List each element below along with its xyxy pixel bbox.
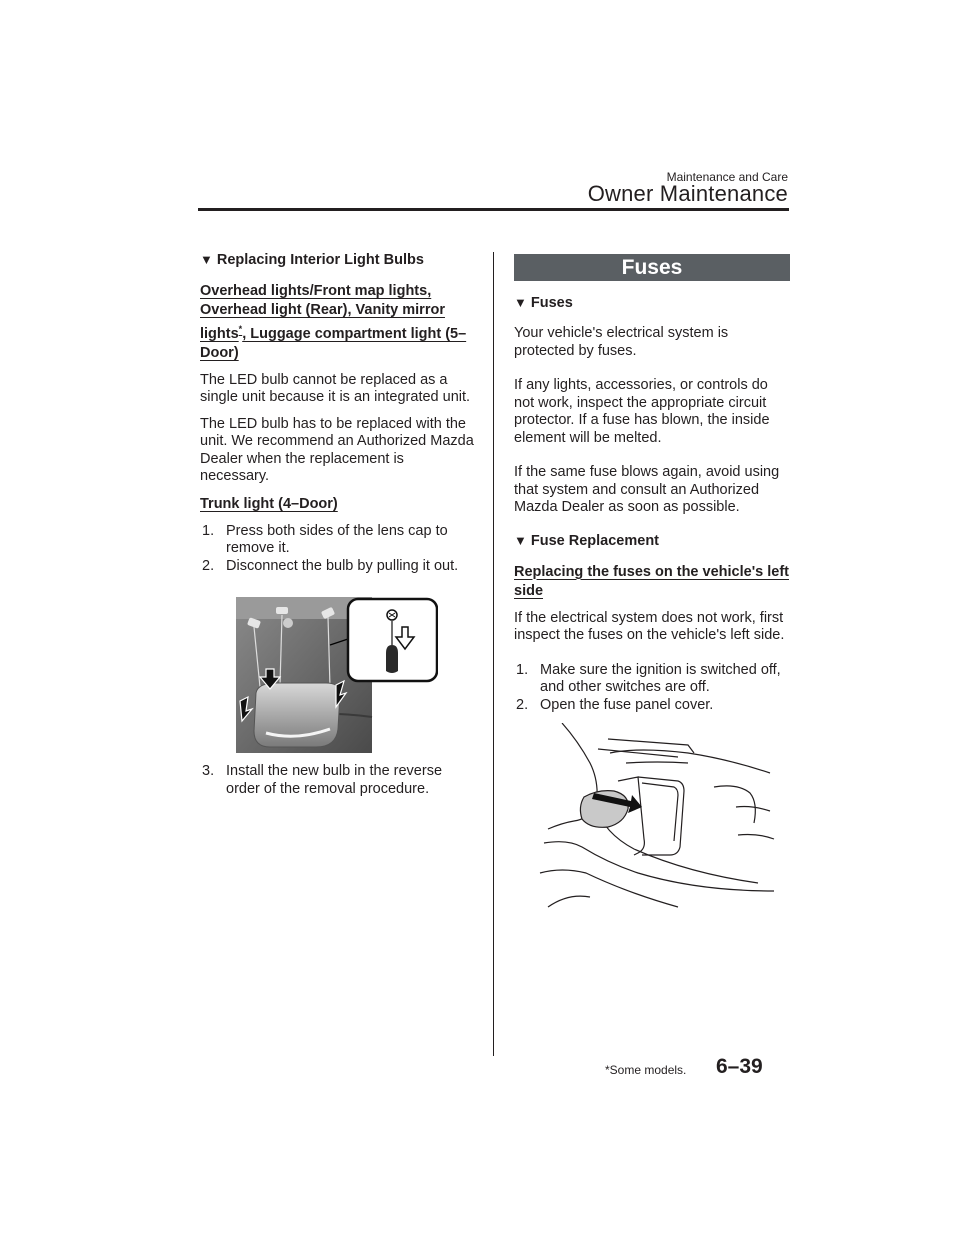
fuse-panel-illustration: [538, 723, 778, 923]
step-text: Press both sides of the lens cap to remove it.: [226, 522, 448, 557]
heading-replacing-interior-light-bulbs: [200, 250, 475, 270]
triangle-down-icon: ▼: [200, 252, 213, 267]
subheading-part1: Overhead lights/Front map lights, Overhead light (Rear), Vanity mirror lights: [200, 283, 445, 342]
fuse-panel-diagram: [538, 723, 778, 923]
list-item: [514, 697, 790, 715]
header-section-title: Owner Maintenance: [587, 181, 788, 206]
heading-fuse-replacement: [514, 531, 790, 551]
header-section-small: Maintenance and Care: [666, 170, 788, 184]
list-item: [514, 662, 790, 697]
heading-text: Fuses: [530, 295, 573, 311]
list-item: [200, 558, 475, 576]
subheading-trunk-light-text: Trunk light (4–Door): [200, 495, 338, 512]
page-number: 6–39: [716, 1055, 763, 1078]
paragraph-protected: Your vehicle's electrical system is protected by fuses.: [514, 325, 729, 359]
triangle-down-icon: ▼: [514, 295, 527, 310]
step-text: Make sure the ignition is switched off, and other switches are off.: [540, 661, 781, 695]
trunk-light-diagram: [236, 597, 438, 753]
list-item: [200, 523, 475, 558]
fuses-banner: Fuses: [514, 254, 790, 281]
triangle-down-icon: ▼: [514, 532, 527, 548]
step-number: 2.: [202, 557, 215, 574]
paragraph-blows-again: If the same fuse blows again, avoid using that system and consult an Authorized Mazda Dealer as soon as possible.: [514, 464, 780, 515]
heading-fuses: [514, 293, 790, 313]
list-item: [200, 763, 475, 798]
right-column: [514, 254, 790, 923]
subheading-left-side-text: Replacing the fuses on the vehicle's left side: [514, 563, 789, 599]
step-text: Open the fuse panel cover.: [540, 696, 714, 713]
fuse-replacement-steps: [514, 662, 790, 715]
trunk-light-steps: [200, 523, 475, 576]
trunk-light-steps-cont: [200, 763, 475, 798]
subheading-overhead-lights: [200, 282, 475, 363]
step-number: 1.: [202, 522, 215, 539]
left-column: [200, 250, 475, 807]
step-number: 1.: [516, 661, 529, 678]
heading-text: Fuse Replacement: [530, 532, 660, 549]
trunk-light-illustration: [236, 597, 438, 753]
footnote-some-models: *Some models.: [605, 1063, 687, 1077]
header-rule: [198, 208, 789, 211]
paragraph-inspect: If any lights, accessories, or controls do not work, inspect the appropriate circuit protector. If a fuse has blown, the inside element will be melted.: [514, 377, 770, 446]
step-text: Disconnect the bulb by pulling it out.: [226, 557, 459, 574]
subheading-trunk-light: [200, 495, 475, 514]
paragraph-first-inspect: If the electrical system does not work, first inspect the fuses on the vehicle's left side.: [514, 609, 785, 643]
subheading-left-side: [514, 563, 790, 601]
step-number: 2.: [516, 696, 529, 713]
asterisk-mark: *: [238, 324, 243, 334]
paragraph-led-replace: The LED bulb has to be replaced with the unit. We recommend an Authorized Mazda Dealer when the replacement is necessary.: [200, 415, 474, 485]
paragraph-led-integrated: The LED bulb cannot be replaced as a single unit because it is an integrated unit.: [200, 371, 471, 406]
step-text: Install the new bulb in the reverse order of the removal procedure.: [226, 763, 443, 797]
heading-text: Replacing Interior Light Bulbs: [216, 252, 424, 268]
subheading-part2: , Luggage compartment light (5–Door): [200, 325, 467, 361]
step-number: 3.: [202, 763, 215, 780]
column-divider: [493, 252, 494, 1056]
